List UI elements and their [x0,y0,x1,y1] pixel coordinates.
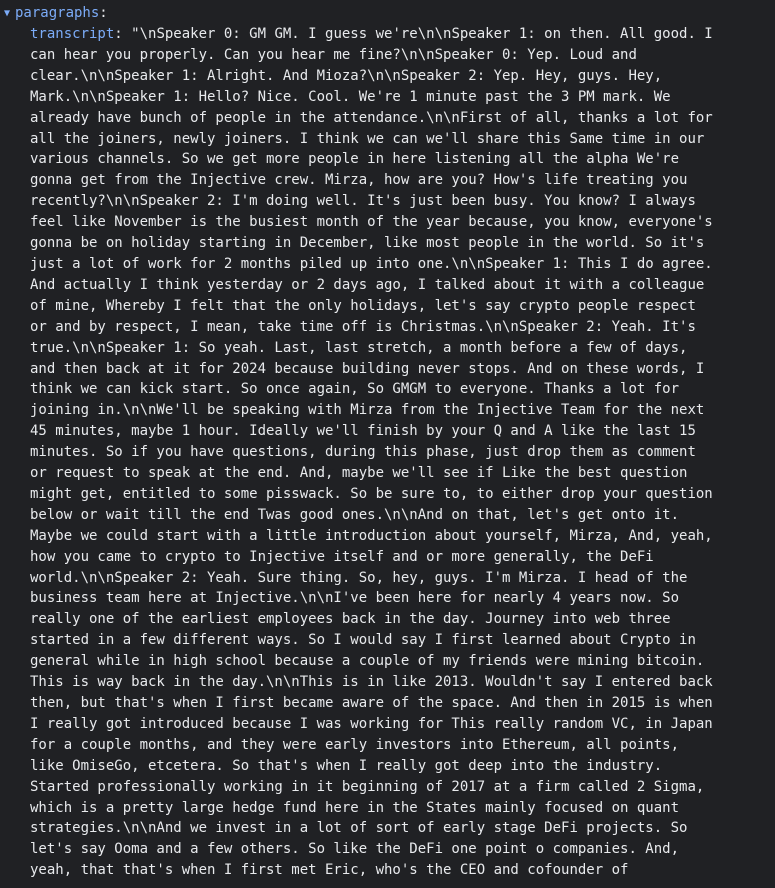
transcript-line: let's say Ooma and a few others. So like the DeFi one point o companies. And, [30,841,680,858]
transcript-line: already have bunch of people in the attendance.\n\nFirst of all, thanks a lot for [30,109,713,126]
transcript-line: 45 minutes, maybe 1 hour. Ideally we'll finish by your Q and A like the last 15 [30,423,696,440]
paragraphs-key: paragraphs [15,5,100,21]
transcript-line: business team here at Injective.\n\nI've been here for nearly 4 years now. So [30,590,680,607]
transcript-line: below or wait till the end Twas good ones.\n\nAnd on that, let's get onto it. [30,506,680,523]
transcript-line: Maybe we could start with a little introduction about yourself, Mirza, And, yeah, [30,527,713,544]
transcript-line: gonna be on holiday starting in December, like most people in the world. So it's [30,235,705,252]
transcript-line: can hear you properly. Can you hear me fine?\n\nSpeaker 0: Yep. Loud and [30,46,637,63]
transcript-line: or request to speak at the end. And, maybe we'll see if Like the best question [30,465,688,482]
transcript-line: just a lot of work for 2 months piled up into one.\n\nSpeaker 1: This I do agree. [30,255,713,272]
transcript-line: joining in.\n\nWe'll be speaking with Mirza from the Injective Team for the next [30,402,705,419]
transcript-line: might get, entitled to some pisswack. So be sure to, to either drop your question [30,485,713,502]
transcript-line: "\nSpeaker 0: GM GM. I guess we're\n\nSpeaker 1: on then. All good. I [131,26,713,42]
transcript-line: of mine, Whereby I felt that the only holidays, let's say crypto people respect [30,297,696,314]
transcript-colon: : [114,26,132,42]
transcript-line: feel like November is the busiest month of the year because, you know, everyone's [30,214,713,231]
transcript-line: I really got introduced because I was working for This really random VC, in Japan [30,715,713,732]
transcript-line: Started professionally working in it beginning of 2017 at a firm called 2 Sigma, [30,778,705,795]
transcript-line: started in a few different ways. So I would say I first learned about Crypto in [30,632,696,649]
transcript-line: strategies.\n\nAnd we invest in a lot of sort of early stage DeFi projects. So [30,820,688,837]
transcript-line: for a couple months, and they were early investors into Ethereum, all points, [30,736,680,753]
transcript-line: minutes. So if you have questions, during this phase, just drop them as comment [30,444,696,461]
transcript-value [30,26,713,878]
paragraphs-node[interactable] [4,3,108,25]
transcript-line: general while in high school because a couple of my friends were mining bitcoin. [30,653,705,670]
paragraphs-colon: : [99,5,108,21]
transcript-line: And actually I think yesterday or 2 days ago, I talked about it with a colleague [30,276,705,293]
transcript-line: which is a pretty large hedge fund here in the States mainly focused on quant [30,799,680,816]
transcript-line: and then back at it for 2024 because building never stops. And on these words, I [30,360,705,377]
transcript-line: recently?\n\nSpeaker 2: I'm doing well. It's just been busy. You know? I always [30,193,696,210]
transcript-line: or and by respect, I mean, take time off is Christmas.\n\nSpeaker 2: Yeah. It's [30,318,696,335]
transcript-property [30,24,775,881]
transcript-line: gonna get from the Injective crew. Mirza, how are you? How's life treating you [30,172,688,189]
transcript-line: like OmiseGo, etcetera. So that's when I really got deep into the industry. [30,757,663,774]
transcript-line: clear.\n\nSpeaker 1: Alright. And Mioza?\n\nSpeaker 2: Yep. Hey, guys. Hey, [30,67,663,84]
expand-triangle-icon[interactable]: ▼ [4,8,11,19]
transcript-line: then, but that's when I first became aware of the space. And then in 2015 is when [30,695,713,711]
transcript-line: really one of the earliest employees back in the day. Journey into web three [30,611,671,628]
transcript-line: true.\n\nSpeaker 1: So yeah. Last, last stretch, a month before a few of days, [30,339,688,356]
transcript-line: how you came to crypto to Injective itself and or more generally, the DeFi [30,548,654,565]
transcript-line: yeah, that that's when I first met Eric, who's the CEO and cofounder of [30,862,629,879]
transcript-line: think we can kick start. So once again, So GMGM to everyone. Thanks a lot for [30,381,680,398]
transcript-line: various channels. So we get more people in here listening all the alpha We're [30,151,680,168]
transcript-line: world.\n\nSpeaker 2: Yeah. Sure thing. So, hey, guys. I'm Mirza. I head of the [30,569,688,586]
transcript-line: Mark.\n\nSpeaker 1: Hello? Nice. Cool. We're 1 minute past the 3 PM mark. We [30,88,671,105]
transcript-line: all the joiners, newly joiners. I think we can we'll share this Same time in our [30,130,705,147]
transcript-line: This is way back in the day.\n\nThis is in like 2013. Wouldn't say I entered back [30,674,713,691]
transcript-key: transcript [30,26,115,42]
